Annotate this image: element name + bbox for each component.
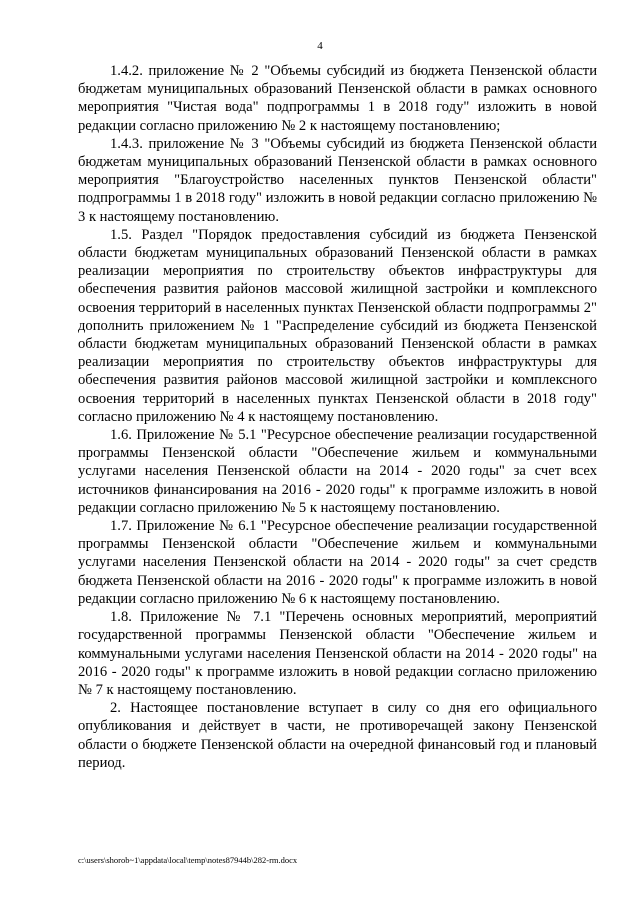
paragraph-1-6: 1.6. Приложение № 5.1 "Ресурсное обеспечение реализации государственной программы Пензенской области "Обеспечение жильем и коммунальными услугами населения Пензенской области на 2014 - 2020 годы" за счет всех источников финансирования на 2016 - 2020 годы" к программе изложить в новой редакции согласно приложению № 5 к настоящему постановлению. xyxy=(78,427,597,516)
document-body xyxy=(78,62,597,772)
paragraph-1-4-2: 1.4.2. приложение № 2 "Объемы субсидий из бюджета Пензенской области бюджетам муниципальных образований Пензенской области в рамках основного мероприятия "Чистая вода" подпрограммы 1 в 2018 году" изложить в новой редакции согласно приложению № 2 к настоящему постановлению; xyxy=(78,63,597,134)
paragraph-2: 2. Настоящее постановление вступает в силу со дня его официального опубликования и действует в части, не противоречащей закону Пензенской области о бюджете Пензенской области на очередной финансовый год и плановый период. xyxy=(78,700,597,771)
page-number: 4 xyxy=(317,40,323,52)
footer-file-path: c:\users\shorob~1\appdata\local\temp\notes87944b\282-rm.docx xyxy=(78,855,298,865)
paragraph-1-8: 1.8. Приложение № 7.1 "Перечень основных мероприятий, мероприятий государственной программы Пензенской области "Обеспечение жильем и коммунальными услугами населения Пензенской области на 2014 - 2020 годы" на 2016 - 2020 годы" к программе изложить в новой редакции согласно приложению № 7 к настоящему постановлению. xyxy=(78,609,597,698)
paragraph-1-5: 1.5. Раздел "Порядок предоставления субсидий из бюджета Пензенской области бюджетам муниципальных образований Пензенской области в рамках реализации мероприятия по строительству объектов инфраструктуры для обеспечения развития районов массовой жилищной застройки и комплексного освоения территорий в населенных пунктах Пензенской области подпрограммы 2" дополнить приложением № 1 "Распределение субсидий из бюджета Пензенской области бюджетам муниципальных образований Пензенской области в рамках реализации мероприятия по строительству объектов инфраструктуры для обеспечения развития районов массовой жилищной застройки и комплексного освоения территорий в населенных пунктах Пензенской области в 2018 году" согласно приложению № 4 к настоящему постановлению. xyxy=(78,226,597,425)
paragraph-1-7: 1.7. Приложение № 6.1 "Ресурсное обеспечение реализации государственной программы Пензенской области "Обеспечение жильем и коммунальными услугами населения Пензенской области на 2014 - 2020 годы" за счет средств бюджета Пензенской области на 2016 - 2020 годы" к программе изложить в новой редакции согласно приложению № 6 к настоящему постановлению. xyxy=(78,518,597,607)
paragraph-1-4-3: 1.4.3. приложение № 3 "Объемы субсидий из бюджета Пензенской области бюджетам муниципальных образований Пензенской области в рамках основного мероприятия "Благоустройство населенных пунктов Пензенской области" подпрограммы 1 в 2018 году" изложить в новой редакции согласно приложению № 3 к настоящему постановлению. xyxy=(78,135,597,225)
